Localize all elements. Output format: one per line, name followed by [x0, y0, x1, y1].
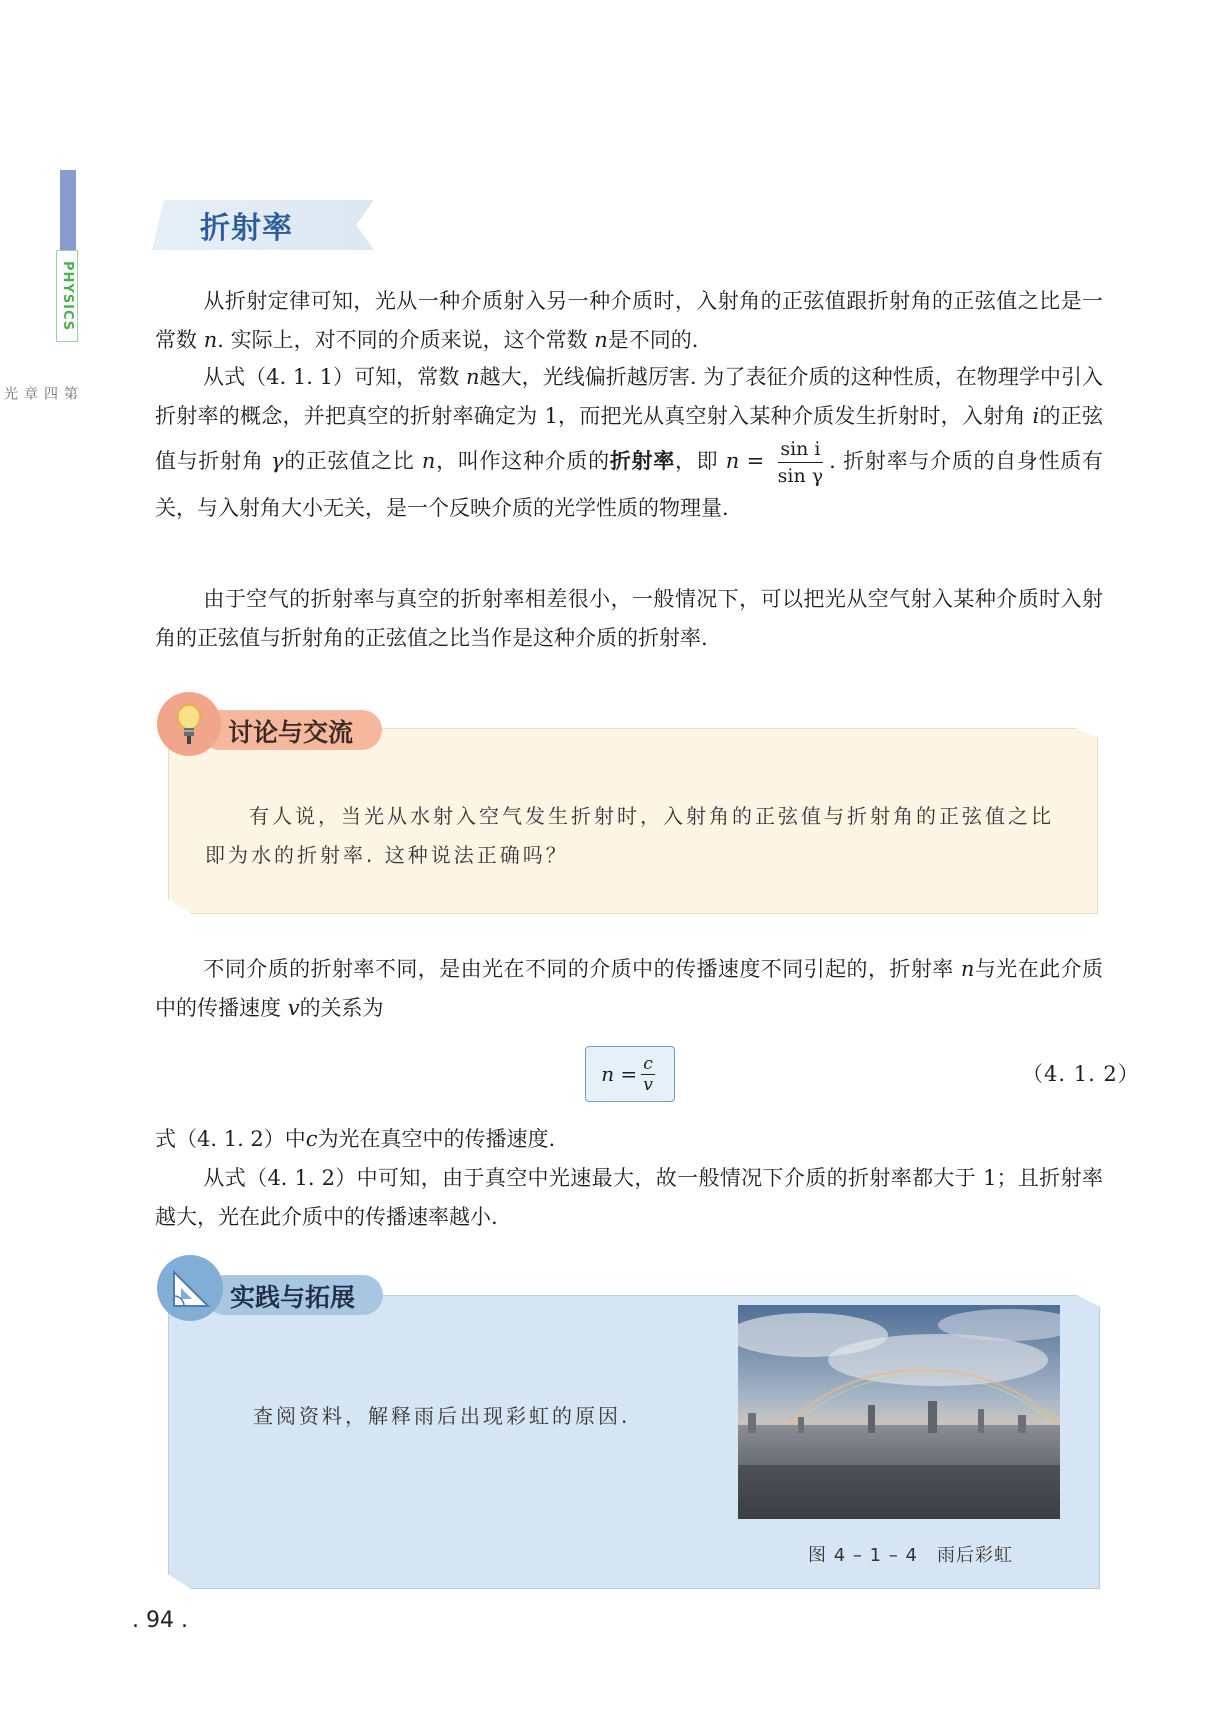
paragraph-1: 从折射定律可知，光从一种介质射入另一种介质时，入射角的正弦值跟折射角的正弦值之比是一常数 n. 实际上，对不同的介质来说，这个常数 n是不同的. [155, 289, 1103, 352]
practice-label: 实践与拓展 [230, 1283, 356, 1312]
paragraph-5: 式（4. 1. 2）中c为光在真空中的传播速度. [155, 1127, 556, 1151]
paragraph-6: 从式（4. 1. 2）中可知，由于真空中光速最大，故一般情况下介质的折射率都大于 1；且折射率越大，光在此介质中的传播速率越小. [155, 1166, 1103, 1229]
set-square-icon [157, 1255, 223, 1321]
rainbow-photo [738, 1305, 1060, 1519]
discussion-label: 讨论与交流 [228, 718, 354, 747]
page-number: . 94 . [132, 1608, 188, 1633]
section-title: 折射率 [200, 211, 293, 246]
discussion-question: 有人说，当光从水射入空气发生折射时，入射角的正弦值与折射角的正弦值之比即为水的折射率. 这种说法正确吗？ [205, 804, 1054, 867]
formula-4-1-2: n = $\frac{c}{v}$ [585, 1046, 675, 1102]
figure-caption: 图 4 – 1 – 4 雨后彩虹 [808, 1545, 1013, 1566]
chapter-label: 第 四 章 光 [2, 386, 78, 402]
practice-task: 查阅资料，解释雨后出现彩虹的原因. [253, 1404, 631, 1428]
refraction-index-fraction: $\frac{\text{sin i}}{\text{sin γ}}$ [777, 438, 824, 487]
lightbulb-icon [157, 692, 221, 756]
paragraph-2: 从式（4. 1. 1）可知，常数 n越大，光线偏折越厉害. 为了表征介质的这种性质，在物理学中引入折射率的概念，并把真空的折射率确定为 1，而把光从真空射入某种介质发生折射时，入射角 i的正弦值与折射角 γ的正弦值之比 n，叫作这种介质的折射率，即 n = $\frac{\text{sin i}}{\text{sin γ}}$ . 折射率与介质的自身性质有关，与入射角大小无关，是一个反映介质的光学性质的物理量. [155, 365, 1104, 520]
paragraph-3: 由于空气的折射率与真空的折射率相差很小，一般情况下，可以把光从空气射入某种介质时入射角的正弦值与折射角的正弦值之比当作是这种介质的折射率. [155, 587, 1103, 650]
equation-number: （4. 1. 2） [1022, 1062, 1140, 1086]
key-term: 折射率 [609, 449, 675, 473]
paragraph-4: 不同介质的折射率不同，是由光在不同的介质中的传播速度不同引起的，折射率 n与光在此介质中的传播速度 v的关系为 [155, 957, 1104, 1020]
subject-label: PHYSICS [56, 250, 78, 342]
